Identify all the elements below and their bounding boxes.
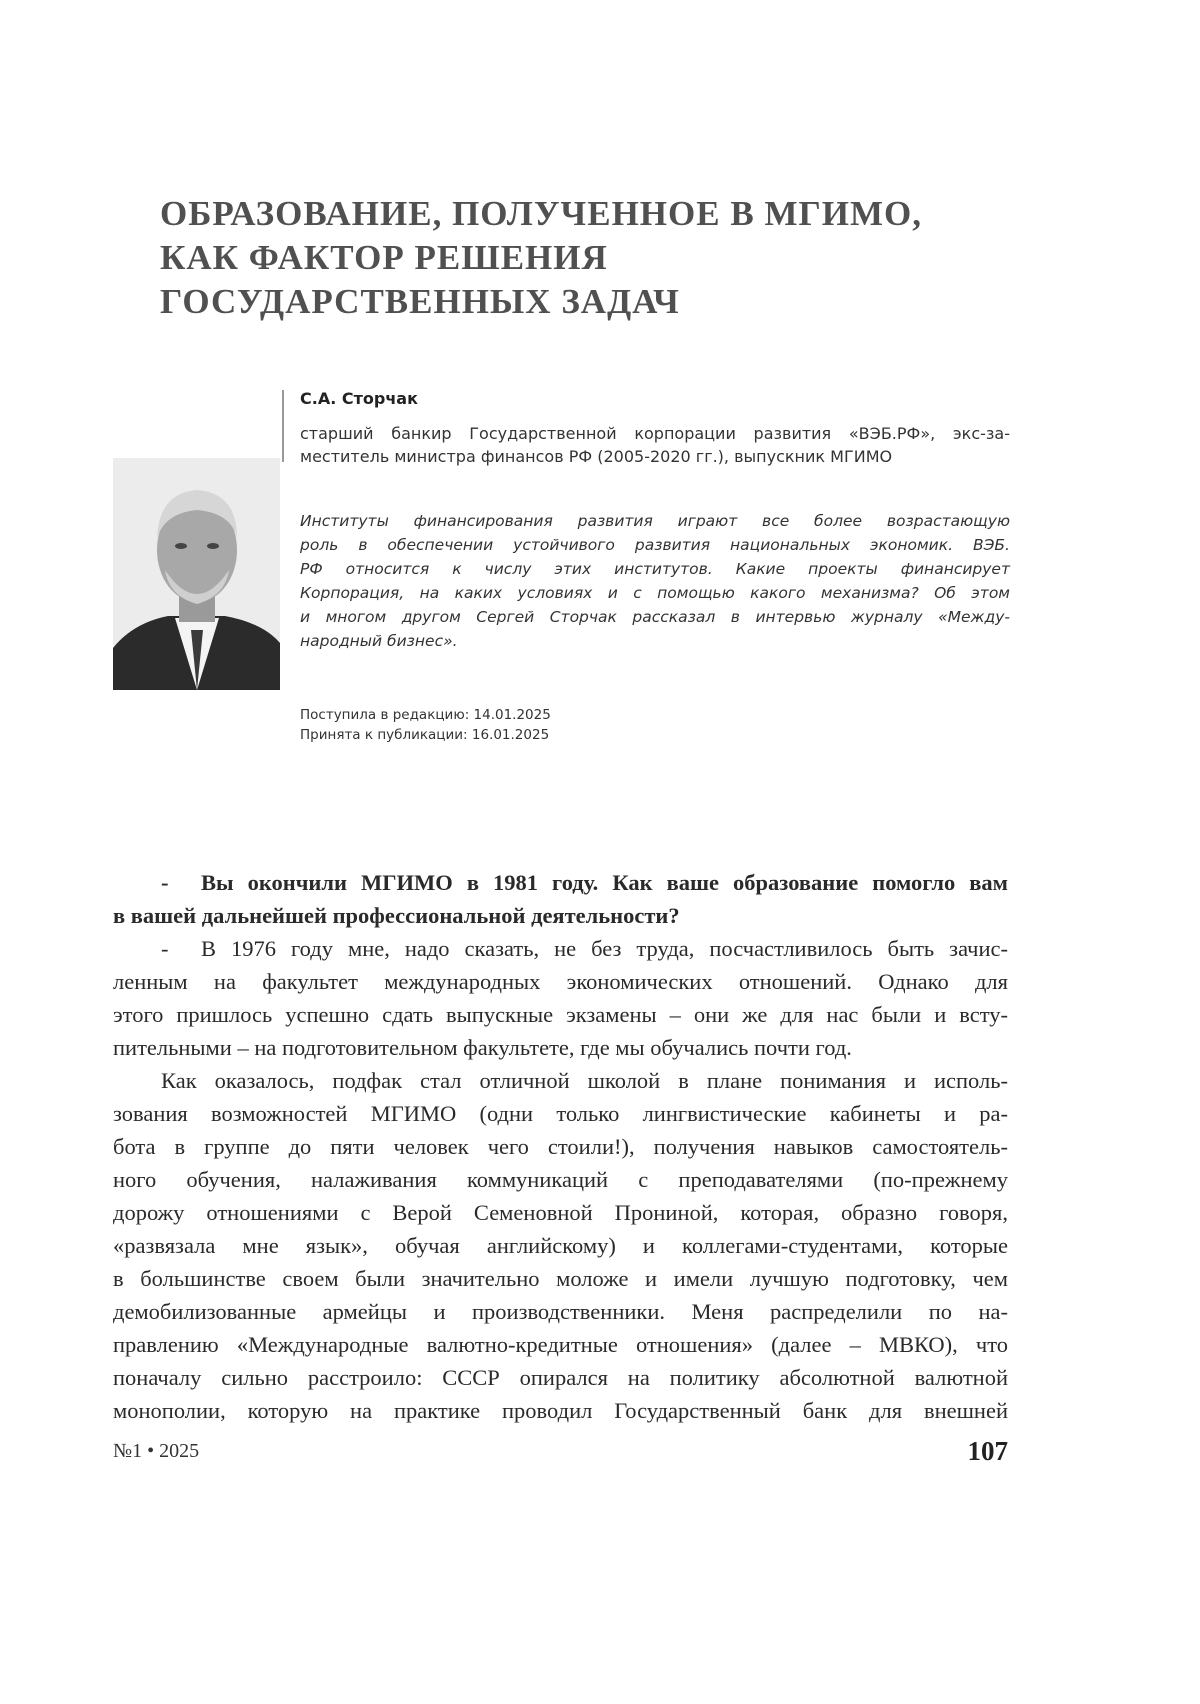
paragraph-line: в большинстве своем были значительно моложе и имели лучшую подготовку, чем [113,1262,1008,1295]
paragraph-line: зования возможностей МГИМО (одни только лингвистические кабинеты и ра- [113,1097,1008,1130]
article-title [160,192,922,324]
abstract-line: Корпорация, на каких условиях и с помощью какого механизма? Об этом [300,581,1010,605]
abstract-line: и многом другом Сергей Сторчак рассказал в интервью журналу «Между- [300,605,1010,629]
paragraph-line: «развязала мне язык», обучая английскому) и коллегами-студентами, которые [113,1229,1008,1262]
title-line: КАК ФАКТОР РЕШЕНИЯ [160,236,922,280]
accepted-date: Принята к публикации: 16.01.2025 [300,725,551,745]
paragraph-line: поначалу сильно расстроило: СССР опирался на политику абсолютной валютной [113,1361,1008,1394]
issue-number: №1 • 2025 [113,1440,199,1463]
answer-line: пительными – на подготовительном факультете, где мы обучались почти год. [113,1031,1008,1064]
author-info-line: старший банкир Государственной корпорации развития «ВЭБ.РФ», экс-за- [300,422,1010,445]
paragraph-line: демобилизованные армейцы и производственники. Меня распределили по на- [113,1295,1008,1328]
author-info [300,422,1010,468]
paragraph-line: монополии, которую на практике проводил Государственный банк для внешней [113,1394,1008,1427]
paragraph-line: правлению «Международные валютно-кредитные отношения» (далее – МВКО), что [113,1328,1008,1361]
author-photo [113,458,280,690]
article-abstract [300,509,1010,653]
article-body [113,866,1008,1427]
abstract-line: РФ относится к числу этих институтов. Какие проекты финансирует [300,557,1010,581]
question-line: - Вы окончили МГИМО в 1981 году. Как ваше образование помогло вам [113,866,1008,899]
paragraph-line: дорожу отношениями с Верой Семеновной Прониной, которая, образно говоря, [113,1196,1008,1229]
title-line: ГОСУДАРСТВЕННЫХ ЗАДАЧ [160,280,922,324]
publication-dates [300,705,551,745]
author-block [300,388,1010,468]
answer-line: - В 1976 году мне, надо сказать, не без труда, посчастливилось быть зачис- [113,932,1008,965]
dash-marker: - [161,932,201,965]
dash-marker: - [161,866,201,899]
paragraph-line: бота в группе до пяти человек чего стоили!), получения навыков самостоятель- [113,1130,1008,1163]
abstract-line: Институты финансирования развития играют все более возрастающую [300,509,1010,533]
abstract-line: роль в обеспечении устойчивого развития национальных экономик. ВЭБ. [300,533,1010,557]
answer-line: этого пришлось успешно сдать выпускные экзамены – они же для нас были и всту- [113,998,1008,1031]
title-line: ОБРАЗОВАНИЕ, ПОЛУЧЕННОЕ В МГИМО, [160,192,922,236]
author-name: С.А. Сторчак [300,388,1010,410]
page-number: 107 [968,1436,1009,1467]
author-info-line: меститель министра финансов РФ (2005-2020 гг.), выпускник МГИМО [300,445,1010,468]
author-divider [282,390,284,462]
paragraph-line: ного обучения, налаживания коммуникаций с преподавателями (по-прежнему [113,1163,1008,1196]
question-line: в вашей дальнейшей профессиональной деятельности? [113,899,1008,932]
paragraph-line: Как оказалось, подфак стал отличной школой в плане понимания и исполь- [113,1064,1008,1097]
answer-line: ленным на факультет международных экономических отношений. Однако для [113,965,1008,998]
abstract-line: народный бизнес». [300,629,1010,653]
received-date: Поступила в редакцию: 14.01.2025 [300,705,551,725]
